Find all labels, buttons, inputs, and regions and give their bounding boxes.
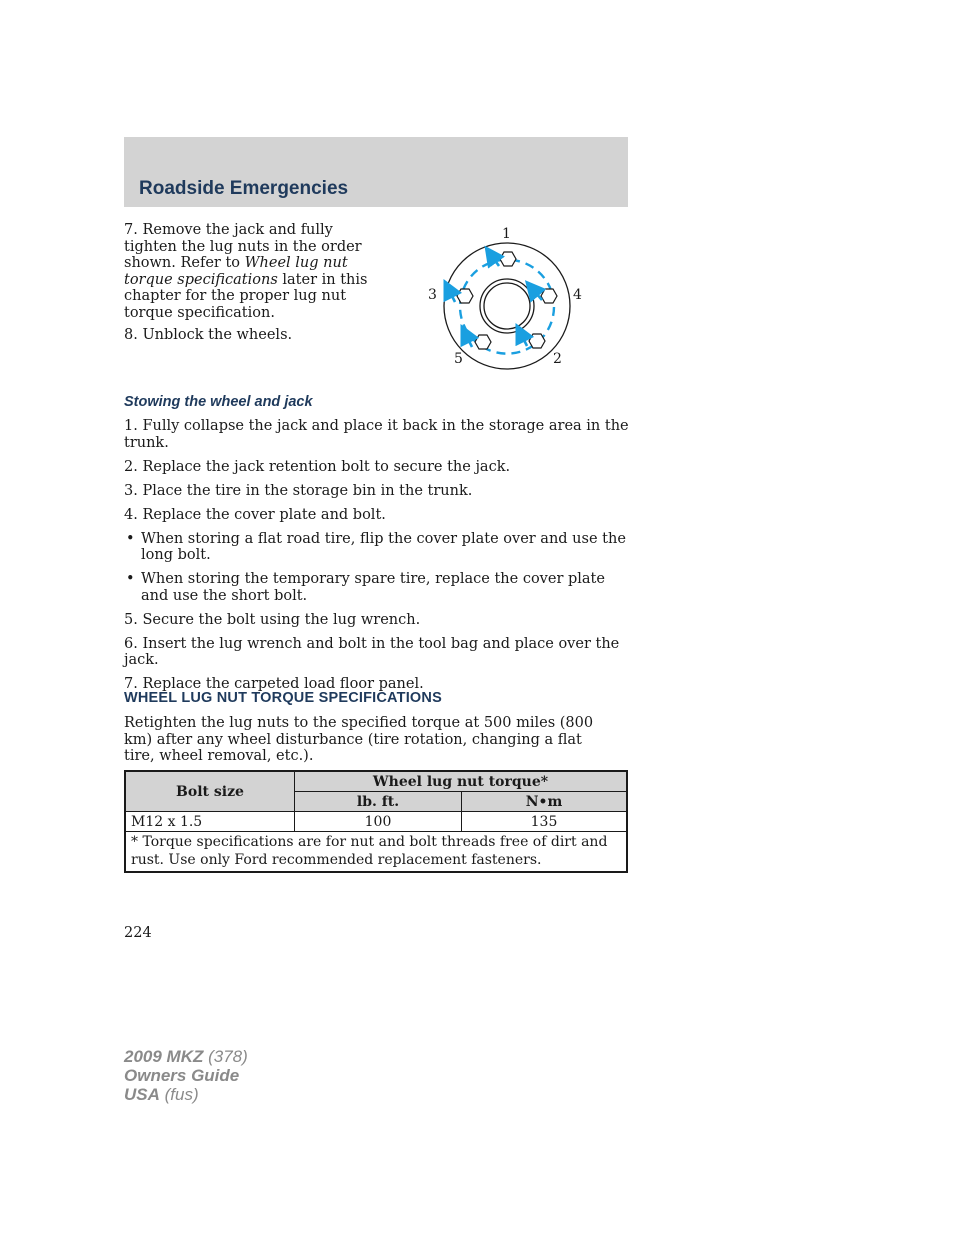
torque-spec-table — [124, 770, 628, 873]
center-bore-inner — [484, 283, 530, 329]
cell-nm: 135 — [462, 812, 628, 832]
bullet-mark: • — [126, 530, 135, 547]
bullet-spare-tire — [124, 571, 630, 604]
lug-nut-3 — [457, 289, 473, 303]
torque-intro: Retighten the lug nuts to the specified torque at 500 miles (800 km) after any wheel disturbance (tire rotation, changing a flat tire, wheel removal, etc.). — [124, 715, 594, 764]
lug-nut-4 — [541, 289, 557, 303]
torque-spec-heading: WHEEL LUG NUT TORQUE SPECIFICATIONS — [124, 690, 442, 706]
col-torque: Wheel lug nut torque* — [295, 771, 628, 792]
lug-nut-diagram-svg — [420, 222, 590, 377]
diagram-label-2: 2 — [553, 351, 562, 367]
arrow-5 — [464, 331, 472, 347]
table-note-row — [125, 832, 627, 873]
footer-market: USA — [124, 1085, 160, 1104]
lug-nut-hexagons — [457, 252, 557, 349]
stowing-step-5: 5. Secure the bolt using the lug wrench. — [124, 611, 421, 628]
cell-lbft: 100 — [295, 812, 462, 832]
cell-bolt-size: M12 x 1.5 — [125, 812, 295, 832]
bullet-flat-tire-text: When storing a flat road tire, flip the cover plate over and use the long bolt. — [141, 530, 626, 563]
center-bore-outer — [480, 279, 534, 333]
page-number: 224 — [124, 925, 152, 941]
stowing-step-6: 6. Insert the lug wrench and bolt in the tool bag and place over the jack. — [124, 635, 620, 668]
table-footnote: * Torque specifications are for nut and bolt threads free of dirt and rust. Use only Ford recommended replacement fasteners. — [125, 832, 627, 873]
step-7-text-a: 7. Remove the jack and fully tighten the lug nuts in the order shown. Refer to — [124, 222, 362, 271]
footer-model: 2009 MKZ — [124, 1047, 204, 1066]
step-7-reference: Wheel lug nut torque specifications — [124, 255, 348, 288]
footer-line-1 — [124, 1047, 248, 1066]
lug-nut-5 — [475, 335, 491, 349]
stowing-steps — [124, 418, 630, 700]
stowing-heading: Stowing the wheel and jack — [124, 394, 313, 410]
lug-nut-2 — [529, 334, 545, 348]
stowing-step-3: 3. Place the tire in the storage bin in the trunk. — [124, 482, 473, 499]
lug-nut-order-diagram — [420, 222, 590, 377]
stowing-step-1: 1. Fully collapse the jack and place it back in the storage area in the trunk. — [124, 418, 629, 451]
arrow-3 — [447, 286, 455, 302]
col-nm: N•m — [462, 792, 628, 812]
col-lbft: lb. ft. — [295, 792, 462, 812]
diagram-label-3: 3 — [428, 287, 437, 303]
col-bolt-size: Bolt size — [125, 771, 295, 812]
diagram-label-5: 5 — [454, 351, 463, 367]
top-steps — [124, 222, 386, 350]
lug-nut-1 — [500, 252, 516, 266]
arrow-2 — [519, 330, 527, 346]
table-header-row — [125, 771, 627, 792]
footer-guide: Owners Guide — [124, 1066, 240, 1085]
stowing-step-2: 2. Replace the jack retention bolt to secure the jack. — [124, 458, 511, 475]
table-row — [125, 812, 627, 832]
step-8-paragraph: 8. Unblock the wheels. — [124, 327, 293, 343]
diagram-label-4: 4 — [573, 287, 582, 303]
document-footer — [124, 1047, 248, 1104]
stowing-step-7: 7. Replace the carpeted load floor panel. — [124, 676, 424, 692]
footer-model-code: (378) — [203, 1047, 248, 1066]
bullet-mark: • — [126, 571, 135, 587]
step-7-paragraph — [124, 222, 386, 321]
bullet-spare-tire-text: When storing the temporary spare tire, replace the cover plate and use the short bolt. — [141, 571, 605, 604]
diagram-label-1: 1 — [502, 226, 511, 242]
footer-market-code: (fus) — [159, 1085, 199, 1104]
arrow-4 — [530, 286, 542, 300]
page-section-title: Roadside Emergencies — [139, 178, 349, 199]
stowing-step-4: 4. Replace the cover plate and bolt. — [124, 506, 386, 523]
bullet-flat-tire — [124, 531, 630, 564]
footer-line-3 — [124, 1085, 248, 1104]
step-7-text-b: later in this chapter for the proper lug nut torque specification. — [124, 271, 368, 321]
